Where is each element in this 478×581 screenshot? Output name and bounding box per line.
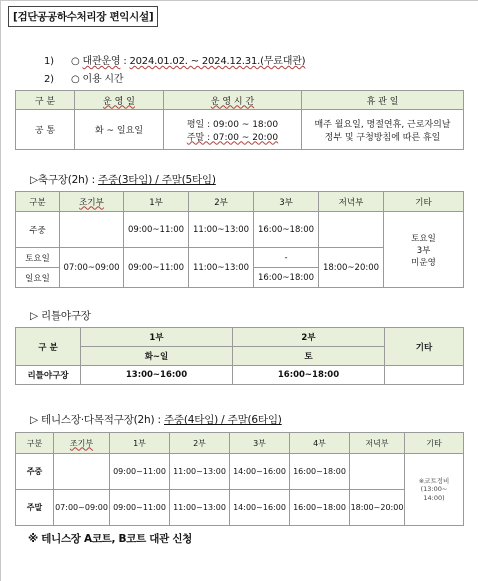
tennis-etc-line-3: 14:00) <box>423 493 445 502</box>
ll-header-p2-days: 토 <box>233 347 385 366</box>
tennis-header-early: 조기부 <box>54 433 110 454</box>
ll-header-etc: 기타 <box>385 328 464 366</box>
tennis-weekday-p2: 11:00~13:00 <box>170 454 230 490</box>
item-number-2: 2) <box>44 74 54 85</box>
tennis-weekend-p4: 16:00~18:00 <box>290 490 350 526</box>
tennis-weekday-evening <box>350 454 405 490</box>
soccer-header-p1: 1부 <box>124 192 189 212</box>
soccer-weekend-evening: 18:00~20:00 <box>319 248 384 288</box>
little-league-heading: ▷ 리틀야구장 <box>30 310 91 322</box>
soccer-weekday-p3: 16:00~18:00 <box>254 212 319 248</box>
tennis-weekend-label: 주말 <box>16 490 54 526</box>
item-bullet-2: ○ <box>70 74 80 85</box>
rental-label: 대관운영 <box>82 56 121 67</box>
tennis-weekend-evening: 18:00~20:00 <box>350 490 405 526</box>
tennis-weekday-p4: 16:00~18:00 <box>290 454 350 490</box>
soccer-sunday-label: 일요일 <box>16 268 60 288</box>
soccer-weekend-early: 07:00~09:00 <box>60 248 124 288</box>
tennis-etc-cell <box>405 454 464 526</box>
little-league-table <box>15 327 464 385</box>
soccer-weekday-label: 주중 <box>16 212 60 248</box>
soccer-heading-prefix: ▷축구장(2h) : <box>30 174 99 186</box>
item-bullet-1: ○ <box>70 56 80 67</box>
tennis-etc-line-2: (13:00~ <box>420 485 448 494</box>
tennis-header-evening: 저녁부 <box>350 433 405 454</box>
tennis-heading-prefix: ▷ 테니스장·다목적구장(2h) : <box>30 414 164 426</box>
op-hours-weekday: 평일 : 09:00 ~ 18:00 <box>186 119 279 130</box>
op-header-hours: 운 영 시 간 <box>164 91 302 110</box>
ll-row-p1: 13:00~16:00 <box>81 366 233 385</box>
tennis-court-note: ※ 테니스장 A코트, B코트 대관 신청 <box>28 533 193 545</box>
ll-header-category: 구 분 <box>16 328 81 366</box>
tennis-weekday-p1: 09:00~11:00 <box>110 454 170 490</box>
page-frame-top <box>0 0 478 1</box>
soccer-saturday-label: 토요일 <box>16 248 60 268</box>
usage-time-line <box>44 70 123 85</box>
op-row-closed <box>302 110 464 150</box>
soccer-header-p3: 3부 <box>254 192 319 212</box>
tennis-weekend-p3: 14:00~16:00 <box>230 490 290 526</box>
tennis-header-p4: 4부 <box>290 433 350 454</box>
op-header-category: 구 분 <box>16 91 75 110</box>
soccer-weekday-evening <box>319 212 384 248</box>
soccer-etc-cell <box>384 212 464 288</box>
tennis-table <box>15 432 464 526</box>
op-header-days: 운 영 일 <box>75 91 164 110</box>
tennis-heading <box>30 412 282 427</box>
tennis-heading-detail: 주중(4타임) / 주말(6타임) <box>163 414 282 426</box>
op-row-days: 화 ~ 일요일 <box>75 110 164 150</box>
op-hours-weekend: 주말 : 07:00 ~ 20:00 <box>186 132 279 143</box>
op-closed-line-2: 정부 및 구청방침에 따른 휴일 <box>324 132 441 143</box>
soccer-weekday-p1: 09:00~11:00 <box>124 212 189 248</box>
soccer-weekend-p1: 09:00~11:00 <box>124 248 189 288</box>
tennis-header-p3: 3부 <box>230 433 290 454</box>
ll-row-p2: 16:00~18:00 <box>233 366 385 385</box>
soccer-heading-detail: 주중(3타임) / 주말(5타임) <box>98 174 216 186</box>
soccer-weekday-p2: 11:00~13:00 <box>189 212 254 248</box>
tennis-weekday-label: 주중 <box>16 454 54 490</box>
soccer-sunday-p3: 16:00~18:00 <box>254 268 319 288</box>
soccer-etc-line-1: 토요일 <box>411 233 436 244</box>
soccer-weekend-p2: 11:00~13:00 <box>189 248 254 288</box>
ll-header-p1-days: 화~일 <box>81 347 233 366</box>
soccer-header-etc: 기타 <box>384 192 464 212</box>
rental-period-value: 2024.01.02. ~ 2024.12.31.(무료대관) <box>129 56 306 67</box>
ll-header-p1: 1부 <box>81 328 233 347</box>
op-row-label: 공 통 <box>16 110 75 150</box>
op-header-closed: 휴 관 일 <box>302 91 464 110</box>
tennis-weekend-p2: 11:00~13:00 <box>170 490 230 526</box>
operation-table <box>15 90 464 150</box>
tennis-header-p2: 2부 <box>170 433 230 454</box>
tennis-weekend-p1: 09:00~11:00 <box>110 490 170 526</box>
soccer-etc-line-3: 미운영 <box>411 257 436 268</box>
usage-time-label: 이용 시간 <box>82 74 124 85</box>
tennis-header-etc: 기타 <box>405 433 464 454</box>
item-number-1: 1) <box>44 56 54 67</box>
page-frame-left <box>0 0 1 581</box>
tennis-header-category: 구분 <box>16 433 54 454</box>
soccer-weekday-early <box>60 212 124 248</box>
soccer-etc-line-2: 3부 <box>416 245 431 256</box>
soccer-header-category: 구분 <box>16 192 60 212</box>
soccer-saturday-p3: - <box>254 248 319 268</box>
op-closed-line-1: 매주 월요일, 명절연휴, 근로자의날 <box>314 119 451 130</box>
rental-period-line <box>44 52 305 67</box>
soccer-header-p2: 2부 <box>189 192 254 212</box>
tennis-weekday-early <box>54 454 110 490</box>
rental-separator: : <box>120 56 130 67</box>
tennis-weekday-p3: 14:00~16:00 <box>230 454 290 490</box>
tennis-etc-line-1: ※코트정비 <box>418 476 450 485</box>
soccer-header-early: 조기부 <box>60 192 124 212</box>
ll-row-label: 리틀야구장 <box>16 366 81 385</box>
tennis-weekend-early: 07:00~09:00 <box>54 490 110 526</box>
op-row-hours <box>164 110 302 150</box>
ll-header-p2: 2부 <box>233 328 385 347</box>
soccer-heading <box>30 172 216 187</box>
soccer-table <box>15 191 464 288</box>
soccer-header-evening: 저녁부 <box>319 192 384 212</box>
page-title: [검단공공하수처리장 편익시설] <box>8 6 158 27</box>
tennis-header-p1: 1부 <box>110 433 170 454</box>
ll-row-etc <box>385 366 464 385</box>
